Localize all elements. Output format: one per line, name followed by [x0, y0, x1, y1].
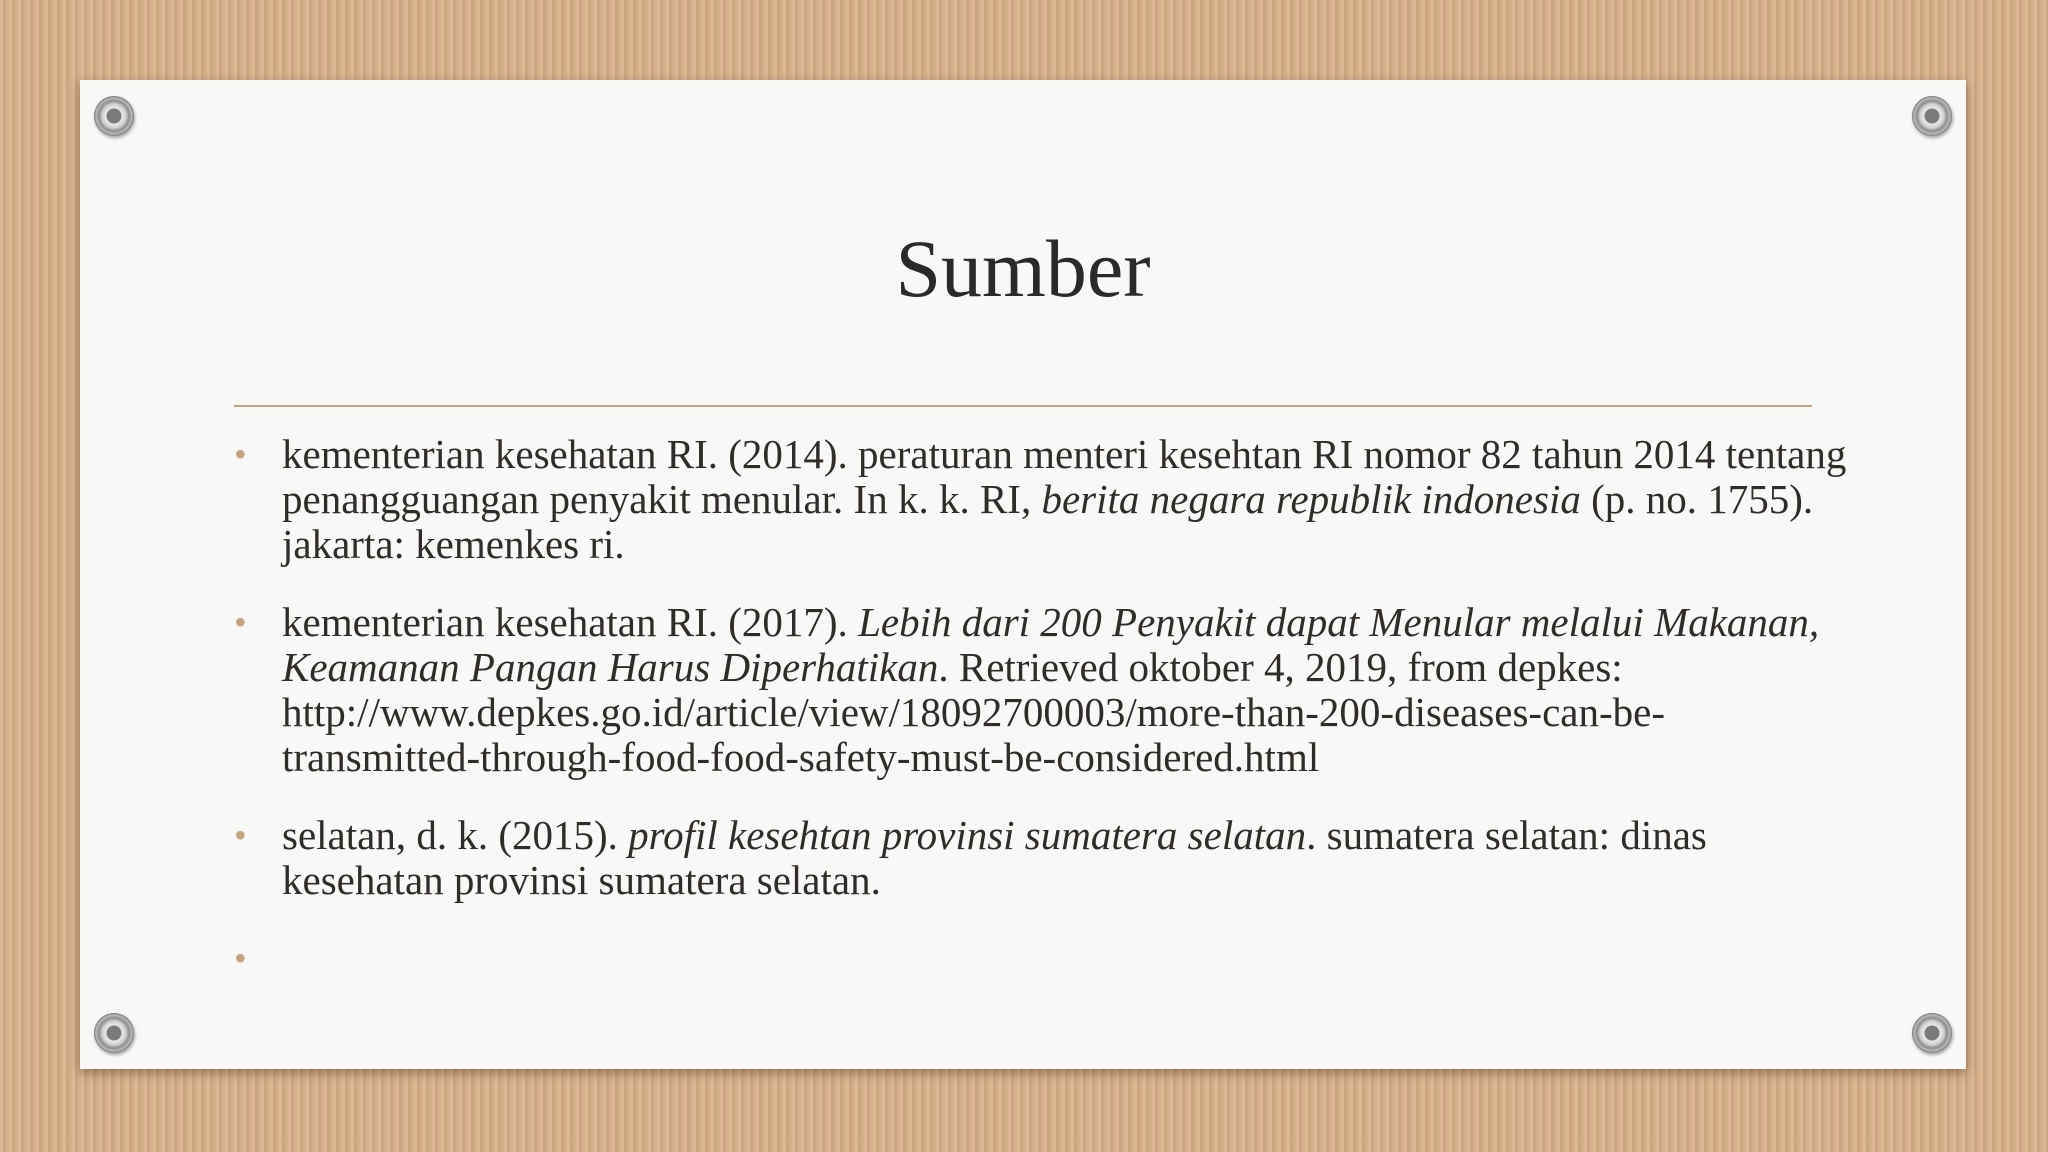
slide-card	[80, 80, 1966, 1069]
reference-list[interactable]	[234, 432, 1854, 1014]
grommet-icon	[1912, 1013, 1952, 1053]
slide-title[interactable]: Sumber	[895, 223, 1151, 314]
bullet-icon: •	[234, 815, 247, 855]
reference-text: (p. no. 1755). jakarta: kemenkes ri.	[282, 476, 1814, 567]
reference-item[interactable]	[234, 813, 1854, 903]
reference-text: . sumatera selatan: dinas kesehatan provinsi sumatera selatan.	[282, 812, 1707, 903]
reference-title: Lebih dari 200 Penyakit dapat Menular melalui Makanan, Keamanan Pangan Harus Diperhatikan	[282, 599, 1820, 690]
title-divider	[234, 405, 1812, 407]
empty-list-item[interactable]	[234, 936, 1854, 981]
reference-title: profil kesehtan provinsi sumatera selatan	[628, 812, 1307, 858]
reference-text: kementerian kesehatan RI. (2017).	[282, 599, 859, 645]
grommet-icon	[94, 1013, 134, 1053]
reference-item[interactable]	[234, 432, 1854, 567]
grommet-icon	[1912, 96, 1952, 136]
reference-text: kementerian kesehatan RI. (2014). peraturan menteri kesehtan RI nomor 82 tahun 2014 tentang penangguangan penyakit menular. In k. k. RI,	[282, 431, 1847, 522]
reference-text: . Retrieved oktober 4, 2019, from depkes: http://www.depkes.go.id/article/view/18092700003/more-than-200-diseases-can-be-transmitted-through-food-food-safety-must-be-considered.html	[282, 644, 1665, 780]
grommet-icon	[94, 96, 134, 136]
reference-text: selatan, d. k. (2015).	[282, 812, 629, 858]
bullet-icon: •	[234, 938, 247, 978]
reference-title: berita negara republik indonesia	[1041, 476, 1581, 522]
bullet-icon: •	[234, 602, 247, 642]
reference-item[interactable]	[234, 600, 1854, 780]
bullet-icon: •	[234, 434, 247, 474]
